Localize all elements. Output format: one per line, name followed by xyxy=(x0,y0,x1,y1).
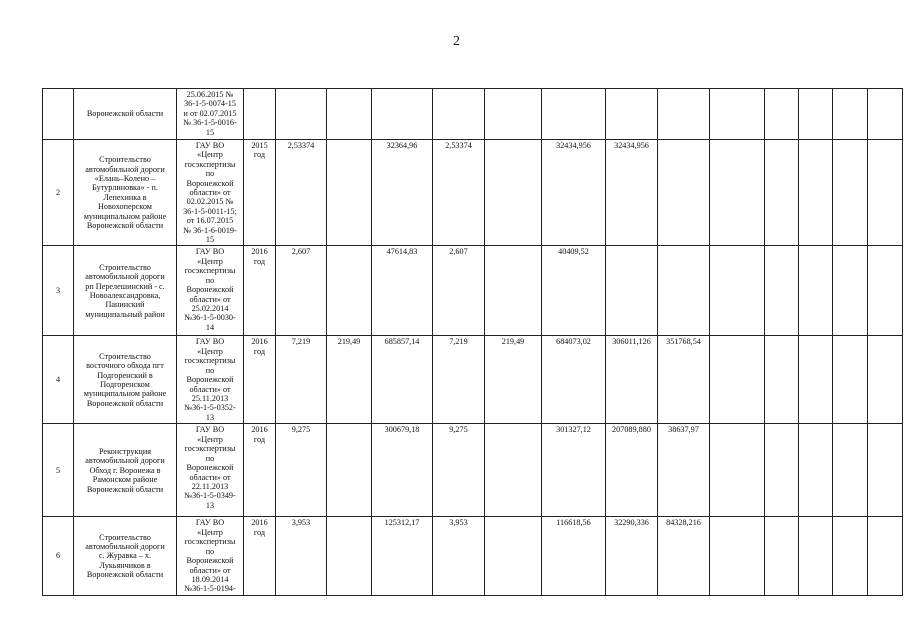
empty-cell xyxy=(765,424,799,517)
object-name xyxy=(74,517,177,595)
length-km-text: 9,275 xyxy=(291,425,311,435)
empty-cell xyxy=(765,336,799,424)
funds-amount-2 xyxy=(658,140,710,246)
bridge-length-2-text: 219,49 xyxy=(501,337,525,347)
funds-amount-1-text: 32290,336 xyxy=(614,518,649,528)
empty-cell xyxy=(833,89,868,140)
empty-cell xyxy=(799,336,833,424)
empty-cell xyxy=(710,424,765,517)
empty-cell xyxy=(833,517,868,595)
empty-cell xyxy=(710,246,765,336)
estimated-cost xyxy=(372,140,433,246)
estimated-cost-text: 685857,14 xyxy=(384,337,420,347)
funds-amount-1 xyxy=(606,89,658,140)
object-name-text: Строительство автомобильной дороги рп Перелешинский - с. Новоалександровка, Панинский муниципальный район xyxy=(85,262,165,319)
total-cost xyxy=(542,336,606,424)
funds-amount-2-text: 84328,216 xyxy=(666,518,701,528)
funds-amount-2 xyxy=(658,336,710,424)
object-name-text: Воронежской области xyxy=(86,109,164,119)
data-table xyxy=(42,88,903,596)
empty-cell xyxy=(799,517,833,595)
empty-cell xyxy=(765,89,799,140)
expertise-conclusion xyxy=(177,140,244,246)
bridge-length-2 xyxy=(485,89,542,140)
estimated-cost xyxy=(372,517,433,595)
length-km-text: 2,607 xyxy=(291,247,311,257)
empty-cell xyxy=(868,517,903,595)
estimated-cost xyxy=(372,336,433,424)
funds-amount-2 xyxy=(658,517,710,595)
empty-cell xyxy=(765,140,799,246)
length-km xyxy=(276,140,327,246)
page-number: 2 xyxy=(453,34,460,49)
row-number xyxy=(43,140,74,246)
total-cost xyxy=(542,246,606,336)
length-km-text: 2,53374 xyxy=(287,141,315,150)
funds-amount-1 xyxy=(606,517,658,595)
length-km-2 xyxy=(433,424,485,517)
row-number xyxy=(43,517,74,595)
estimated-cost xyxy=(372,89,433,140)
empty-cell xyxy=(868,336,903,424)
length-km xyxy=(276,89,327,140)
commission-year xyxy=(244,336,276,424)
commission-year-text: 2016 год xyxy=(251,425,268,444)
bridge-length xyxy=(327,140,372,246)
funds-amount-2 xyxy=(658,424,710,517)
bridge-length-2 xyxy=(485,517,542,595)
expertise-conclusion xyxy=(177,424,244,517)
row-number xyxy=(43,89,74,140)
commission-year xyxy=(244,89,276,140)
row-number xyxy=(43,246,74,336)
total-cost-text: 116618,56 xyxy=(556,518,591,528)
empty-cell xyxy=(868,246,903,336)
commission-year-text: 2016 год xyxy=(251,247,268,266)
empty-cell xyxy=(833,424,868,517)
total-cost xyxy=(542,140,606,246)
length-km-text: 7,219 xyxy=(291,337,311,347)
funds-amount-2 xyxy=(658,246,710,336)
object-name xyxy=(74,140,177,246)
object-name xyxy=(74,336,177,424)
total-cost-text: 684073,02 xyxy=(556,337,591,347)
object-name-text: Строительство автомобильной дороги с. Журавка – х. Лукьянчиков в Воронежской области xyxy=(85,532,165,580)
length-km xyxy=(276,336,327,424)
funds-amount-2 xyxy=(658,89,710,140)
estimated-cost xyxy=(372,246,433,336)
expertise-conclusion-text: 25.06.2015 № 36-1-5-0074-15 и от 02.07.2015 № 36-1-5-0016- 15 xyxy=(183,90,237,137)
empty-cell xyxy=(868,424,903,517)
total-cost-text: 32434,956 xyxy=(556,141,591,150)
empty-cell xyxy=(833,140,868,246)
empty-cell xyxy=(799,89,833,140)
bridge-length xyxy=(327,424,372,517)
commission-year xyxy=(244,424,276,517)
object-name-text: Строительство автомобильной дороги «Елань–Колено – Бутурлиновка» - п. Лепехинка в Новохоперском муниципальном районе Воронежской области xyxy=(83,155,167,230)
empty-cell xyxy=(868,140,903,246)
bridge-length-2 xyxy=(485,424,542,517)
length-km xyxy=(276,424,327,517)
empty-cell xyxy=(833,336,868,424)
expertise-conclusion-text: ГАУ ВО «Центр госэкспертизы по Воронежской области» от 25.02.2014 №36-1-5-0030- 14 xyxy=(184,247,236,332)
length-km-2-text: 3,953 xyxy=(449,518,468,528)
expertise-conclusion-text: ГАУ ВО «Центр госэкспертизы по Воронежской области» от 02.02.2015 № 36-1-5-0011-15; от 16.07.2015 № 36-1-6-0019- 15 xyxy=(183,141,237,245)
bridge-length xyxy=(327,336,372,424)
funds-amount-1-text: 207089,880 xyxy=(612,425,651,435)
commission-year xyxy=(244,246,276,336)
row-number-text: 6 xyxy=(55,551,61,561)
empty-cell xyxy=(710,517,765,595)
total-cost xyxy=(542,424,606,517)
row-number-text: 2 xyxy=(55,188,61,198)
object-name xyxy=(74,424,177,517)
expertise-conclusion-text: ГАУ ВО «Центр госэкспертизы по Воронежской области» от 18.09.2014 №36-1-5-0194- xyxy=(184,518,236,594)
expertise-conclusion-text: ГАУ ВО «Центр госэкспертизы по Воронежской области» от 22.11.2013 №36-1-5-0349- 13 xyxy=(184,425,236,510)
object-name xyxy=(74,246,177,336)
empty-cell xyxy=(710,336,765,424)
table-row xyxy=(43,246,903,336)
funds-amount-1-text: 306011,126 xyxy=(612,337,651,347)
object-name-text: Реконструкция автомобильной дороги Обход г. Воронежа в Рамонском районе Воронежской области xyxy=(85,446,165,494)
funds-amount-1-text: 32434,956 xyxy=(614,141,649,150)
commission-year-text: 2016 год xyxy=(251,518,268,537)
bridge-length-2 xyxy=(485,140,542,246)
table-row xyxy=(43,336,903,424)
object-name xyxy=(74,89,177,140)
expertise-conclusion xyxy=(177,517,244,595)
empty-cell xyxy=(710,140,765,246)
empty-cell xyxy=(710,89,765,140)
row-number xyxy=(43,424,74,517)
length-km-2-text: 9,275 xyxy=(449,425,468,435)
bridge-length xyxy=(327,89,372,140)
empty-cell xyxy=(765,246,799,336)
funds-amount-2-text: 38637,97 xyxy=(668,425,699,435)
commission-year xyxy=(244,517,276,595)
total-cost xyxy=(542,517,606,595)
length-km-2-text: 2,53374 xyxy=(445,141,472,150)
expertise-conclusion-text: ГАУ ВО «Центр госэкспертизы по Воронежской области» от 25.11.2013 №36-1-5-0352- 13 xyxy=(184,337,236,422)
row-number-text: 3 xyxy=(55,286,61,296)
bridge-length xyxy=(327,246,372,336)
length-km-2 xyxy=(433,140,485,246)
commission-year-text: 2015 год xyxy=(251,141,268,160)
estimated-cost-text: 47614,83 xyxy=(386,247,418,257)
bridge-length-2 xyxy=(485,336,542,424)
funds-amount-1 xyxy=(606,140,658,246)
empty-cell xyxy=(799,246,833,336)
row-number xyxy=(43,336,74,424)
length-km-2 xyxy=(433,246,485,336)
commission-year xyxy=(244,140,276,246)
expertise-conclusion xyxy=(177,246,244,336)
bridge-length-2 xyxy=(485,246,542,336)
row-number-text: 4 xyxy=(55,375,61,385)
table-row xyxy=(43,517,903,595)
empty-cell xyxy=(765,517,799,595)
expertise-conclusion xyxy=(177,89,244,140)
total-cost xyxy=(542,89,606,140)
expertise-conclusion xyxy=(177,336,244,424)
funds-amount-1 xyxy=(606,336,658,424)
empty-cell xyxy=(868,89,903,140)
empty-cell xyxy=(799,140,833,246)
length-km-2 xyxy=(433,517,485,595)
funds-amount-1 xyxy=(606,246,658,336)
length-km xyxy=(276,517,327,595)
table-row xyxy=(43,89,903,140)
funds-amount-1 xyxy=(606,424,658,517)
length-km-2-text: 2,607 xyxy=(449,247,468,257)
estimated-cost xyxy=(372,424,433,517)
table-row xyxy=(43,424,903,517)
row-number-text: 5 xyxy=(55,465,61,475)
estimated-cost-text: 300679,18 xyxy=(384,425,420,435)
empty-cell xyxy=(799,424,833,517)
object-name-text: Строительство восточного обхода пгт Подгоренский в Подгоренском муниципальном районе Воронежской области xyxy=(83,351,167,408)
estimated-cost-text: 32364,96 xyxy=(386,141,418,150)
length-km-2 xyxy=(433,336,485,424)
funds-amount-2-text: 351768,54 xyxy=(666,337,701,347)
estimated-cost-text: 125312,17 xyxy=(384,518,420,528)
length-km xyxy=(276,246,327,336)
bridge-length-text: 219,49 xyxy=(337,337,361,347)
length-km-2 xyxy=(433,89,485,140)
table-row xyxy=(43,140,903,246)
bridge-length xyxy=(327,517,372,595)
total-cost-text: 40409,52 xyxy=(558,247,589,257)
total-cost-text: 301327,12 xyxy=(556,425,591,435)
empty-cell xyxy=(833,246,868,336)
commission-year-text: 2016 год xyxy=(251,337,268,356)
length-km-text: 3,953 xyxy=(291,518,311,528)
length-km-2-text: 7,219 xyxy=(449,337,468,347)
